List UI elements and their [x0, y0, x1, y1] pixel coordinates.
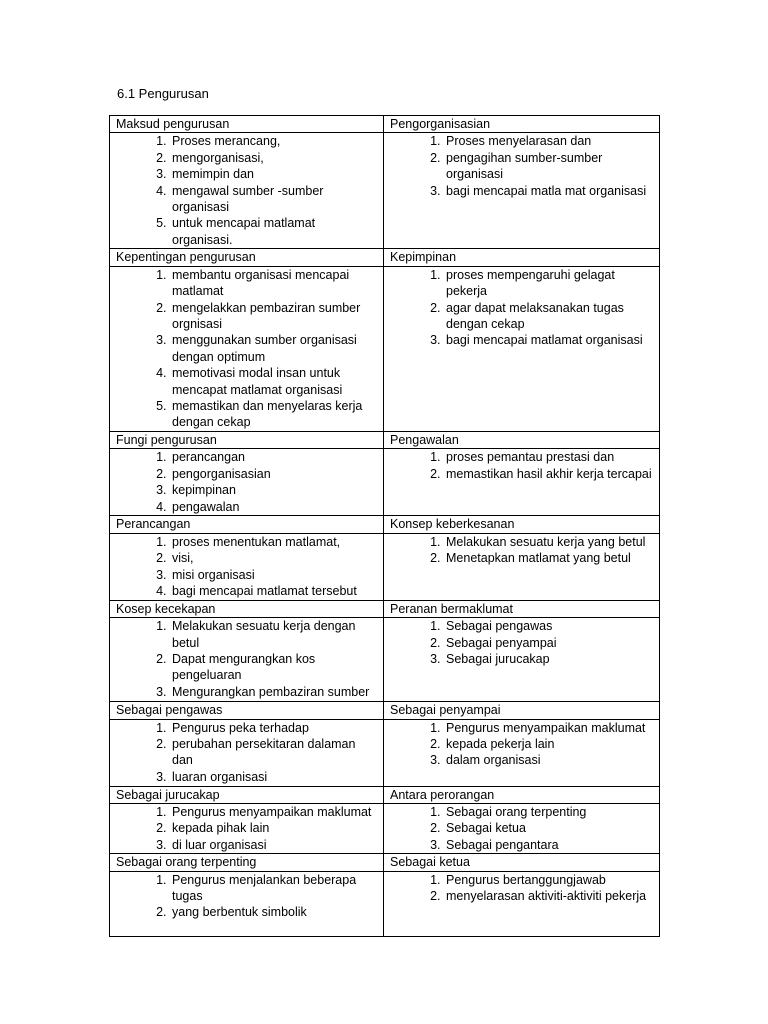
numbered-list — [116, 804, 379, 853]
list-item: 2. perubahan persekitaran dalaman dan — [170, 736, 379, 769]
table-row — [110, 116, 660, 133]
table-row — [110, 516, 660, 533]
list-item: 4. mengawal sumber -sumber organisasi — [170, 183, 379, 216]
numbered-list — [390, 872, 655, 905]
section-heading: Kosep kecekapan — [110, 600, 384, 617]
list-item: 5. untuk mencapai matlamat organisasi. — [170, 215, 379, 248]
numbered-list — [116, 133, 379, 248]
table-row — [110, 266, 660, 431]
list-item: 1. Proses merancang, — [170, 133, 379, 149]
list-item: 3. di luar organisasi — [170, 837, 379, 853]
list-item: 1. Pengurus bertanggungjawab — [444, 872, 655, 888]
table-row — [110, 786, 660, 803]
numbered-list — [116, 618, 379, 700]
table-row — [110, 249, 660, 266]
section-heading: Sebagai pengawas — [110, 702, 384, 719]
list-item: 3. kepimpinan — [170, 482, 379, 498]
table-row — [110, 618, 660, 702]
list-item: 2. yang berbentuk simbolik — [170, 904, 379, 920]
numbered-list — [390, 449, 655, 482]
list-item: 2. pengorganisasian — [170, 466, 379, 482]
list-item: 3. misi organisasi — [170, 567, 379, 583]
section-heading: Kepentingan pengurusan — [110, 249, 384, 266]
numbered-list — [390, 720, 655, 769]
list-item: 3. bagi mencapai matla mat organisasi — [444, 183, 655, 199]
section-heading: Pengorganisasian — [384, 116, 660, 133]
list-item: 1. perancangan — [170, 449, 379, 465]
list-item: 2. Sebagai ketua — [444, 820, 655, 836]
list-item: 3. Sebagai pengantara — [444, 837, 655, 853]
list-item: 1. Melakukan sesuatu kerja dengan betul — [170, 618, 379, 651]
table-row — [110, 133, 660, 249]
list-item: 5. memastikan dan menyelaras kerja dengan cekap — [170, 398, 379, 431]
list-item: 1. proses pemantau prestasi dan — [444, 449, 655, 465]
section-heading: Perancangan — [110, 516, 384, 533]
numbered-list — [390, 618, 655, 667]
list-item: 2. mengelakkan pembaziran sumber orgnisasi — [170, 300, 379, 333]
list-item: 1. proses menentukan matlamat, — [170, 534, 379, 550]
section-heading: Peranan bermaklumat — [384, 600, 660, 617]
list-item: 1. Pengurus menyampaikan maklumat — [170, 804, 379, 820]
list-item: 3. memimpin dan — [170, 166, 379, 182]
list-item: 4. memotivasi modal insan untuk mencapat matlamat organisasi — [170, 365, 379, 398]
list-item: 2. kepada pihak lain — [170, 820, 379, 836]
table-row — [110, 854, 660, 871]
list-item: 2. agar dapat melaksanakan tugas dengan cekap — [444, 300, 655, 333]
numbered-list — [116, 267, 379, 431]
list-item: 2. pengagihan sumber-sumber organisasi — [444, 150, 655, 183]
numbered-list — [116, 449, 379, 515]
section-heading: Kepimpinan — [384, 249, 660, 266]
list-item: 2. Dapat mengurangkan kos pengeluaran — [170, 651, 379, 684]
numbered-list — [116, 534, 379, 600]
list-item: 2. memastikan hasil akhir kerja tercapai — [444, 466, 655, 482]
section-heading: Maksud pengurusan — [110, 116, 384, 133]
table-row — [110, 871, 660, 936]
table-row — [110, 803, 660, 853]
list-item: 3. Mengurangkan pembaziran sumber — [170, 684, 379, 700]
list-item: 1. Pengurus menyampaikan maklumat — [444, 720, 655, 736]
list-item: 3. Sebagai jurucakap — [444, 651, 655, 667]
list-item: 3. bagi mencapai matlamat organisasi — [444, 332, 655, 348]
list-item: 2. Sebagai penyampai — [444, 635, 655, 651]
list-item: 1. Pengurus menjalankan beberapa tugas — [170, 872, 379, 905]
section-heading: Antara perorangan — [384, 786, 660, 803]
list-item: 2. kepada pekerja lain — [444, 736, 655, 752]
section-heading: Konsep keberkesanan — [384, 516, 660, 533]
list-item: 2. mengorganisasi, — [170, 150, 379, 166]
table-row — [110, 600, 660, 617]
section-heading: Fungi pengurusan — [110, 431, 384, 448]
list-item: 3. luaran organisasi — [170, 769, 379, 785]
numbered-list — [390, 534, 655, 567]
list-item: 2. menyelarasan aktiviti-aktiviti pekerja — [444, 888, 655, 904]
numbered-list — [390, 804, 655, 853]
list-item: 2. Menetapkan matlamat yang betul — [444, 550, 655, 566]
document-title: 6.1 Pengurusan — [117, 86, 209, 101]
content-table — [109, 115, 660, 937]
list-item: 1. proses mempengaruhi gelagat pekerja — [444, 267, 655, 300]
numbered-list — [390, 133, 655, 199]
list-item: 1. Sebagai pengawas — [444, 618, 655, 634]
numbered-list — [116, 720, 379, 786]
table-row — [110, 449, 660, 516]
list-item: 3. dalam organisasi — [444, 752, 655, 768]
list-item: 4. bagi mencapai matlamat tersebut — [170, 583, 379, 599]
section-heading: Pengawalan — [384, 431, 660, 448]
list-item: 1. Melakukan sesuatu kerja yang betul — [444, 534, 655, 550]
section-heading: Sebagai jurucakap — [110, 786, 384, 803]
list-item: 1. Proses menyelarasan dan — [444, 133, 655, 149]
list-item: 1. Pengurus peka terhadap — [170, 720, 379, 736]
list-item: 1. Sebagai orang terpenting — [444, 804, 655, 820]
section-heading: Sebagai orang terpenting — [110, 854, 384, 871]
table-row — [110, 431, 660, 448]
table-row — [110, 719, 660, 786]
list-item: 2. visi, — [170, 550, 379, 566]
numbered-list — [390, 267, 655, 349]
numbered-list — [116, 872, 379, 921]
list-item: 1. membantu organisasi mencapai matlamat — [170, 267, 379, 300]
list-item: 4. pengawalan — [170, 499, 379, 515]
section-heading: Sebagai ketua — [384, 854, 660, 871]
table-row — [110, 702, 660, 719]
section-heading: Sebagai penyampai — [384, 702, 660, 719]
table-row — [110, 533, 660, 600]
list-item: 3. menggunakan sumber organisasi dengan optimum — [170, 332, 379, 365]
